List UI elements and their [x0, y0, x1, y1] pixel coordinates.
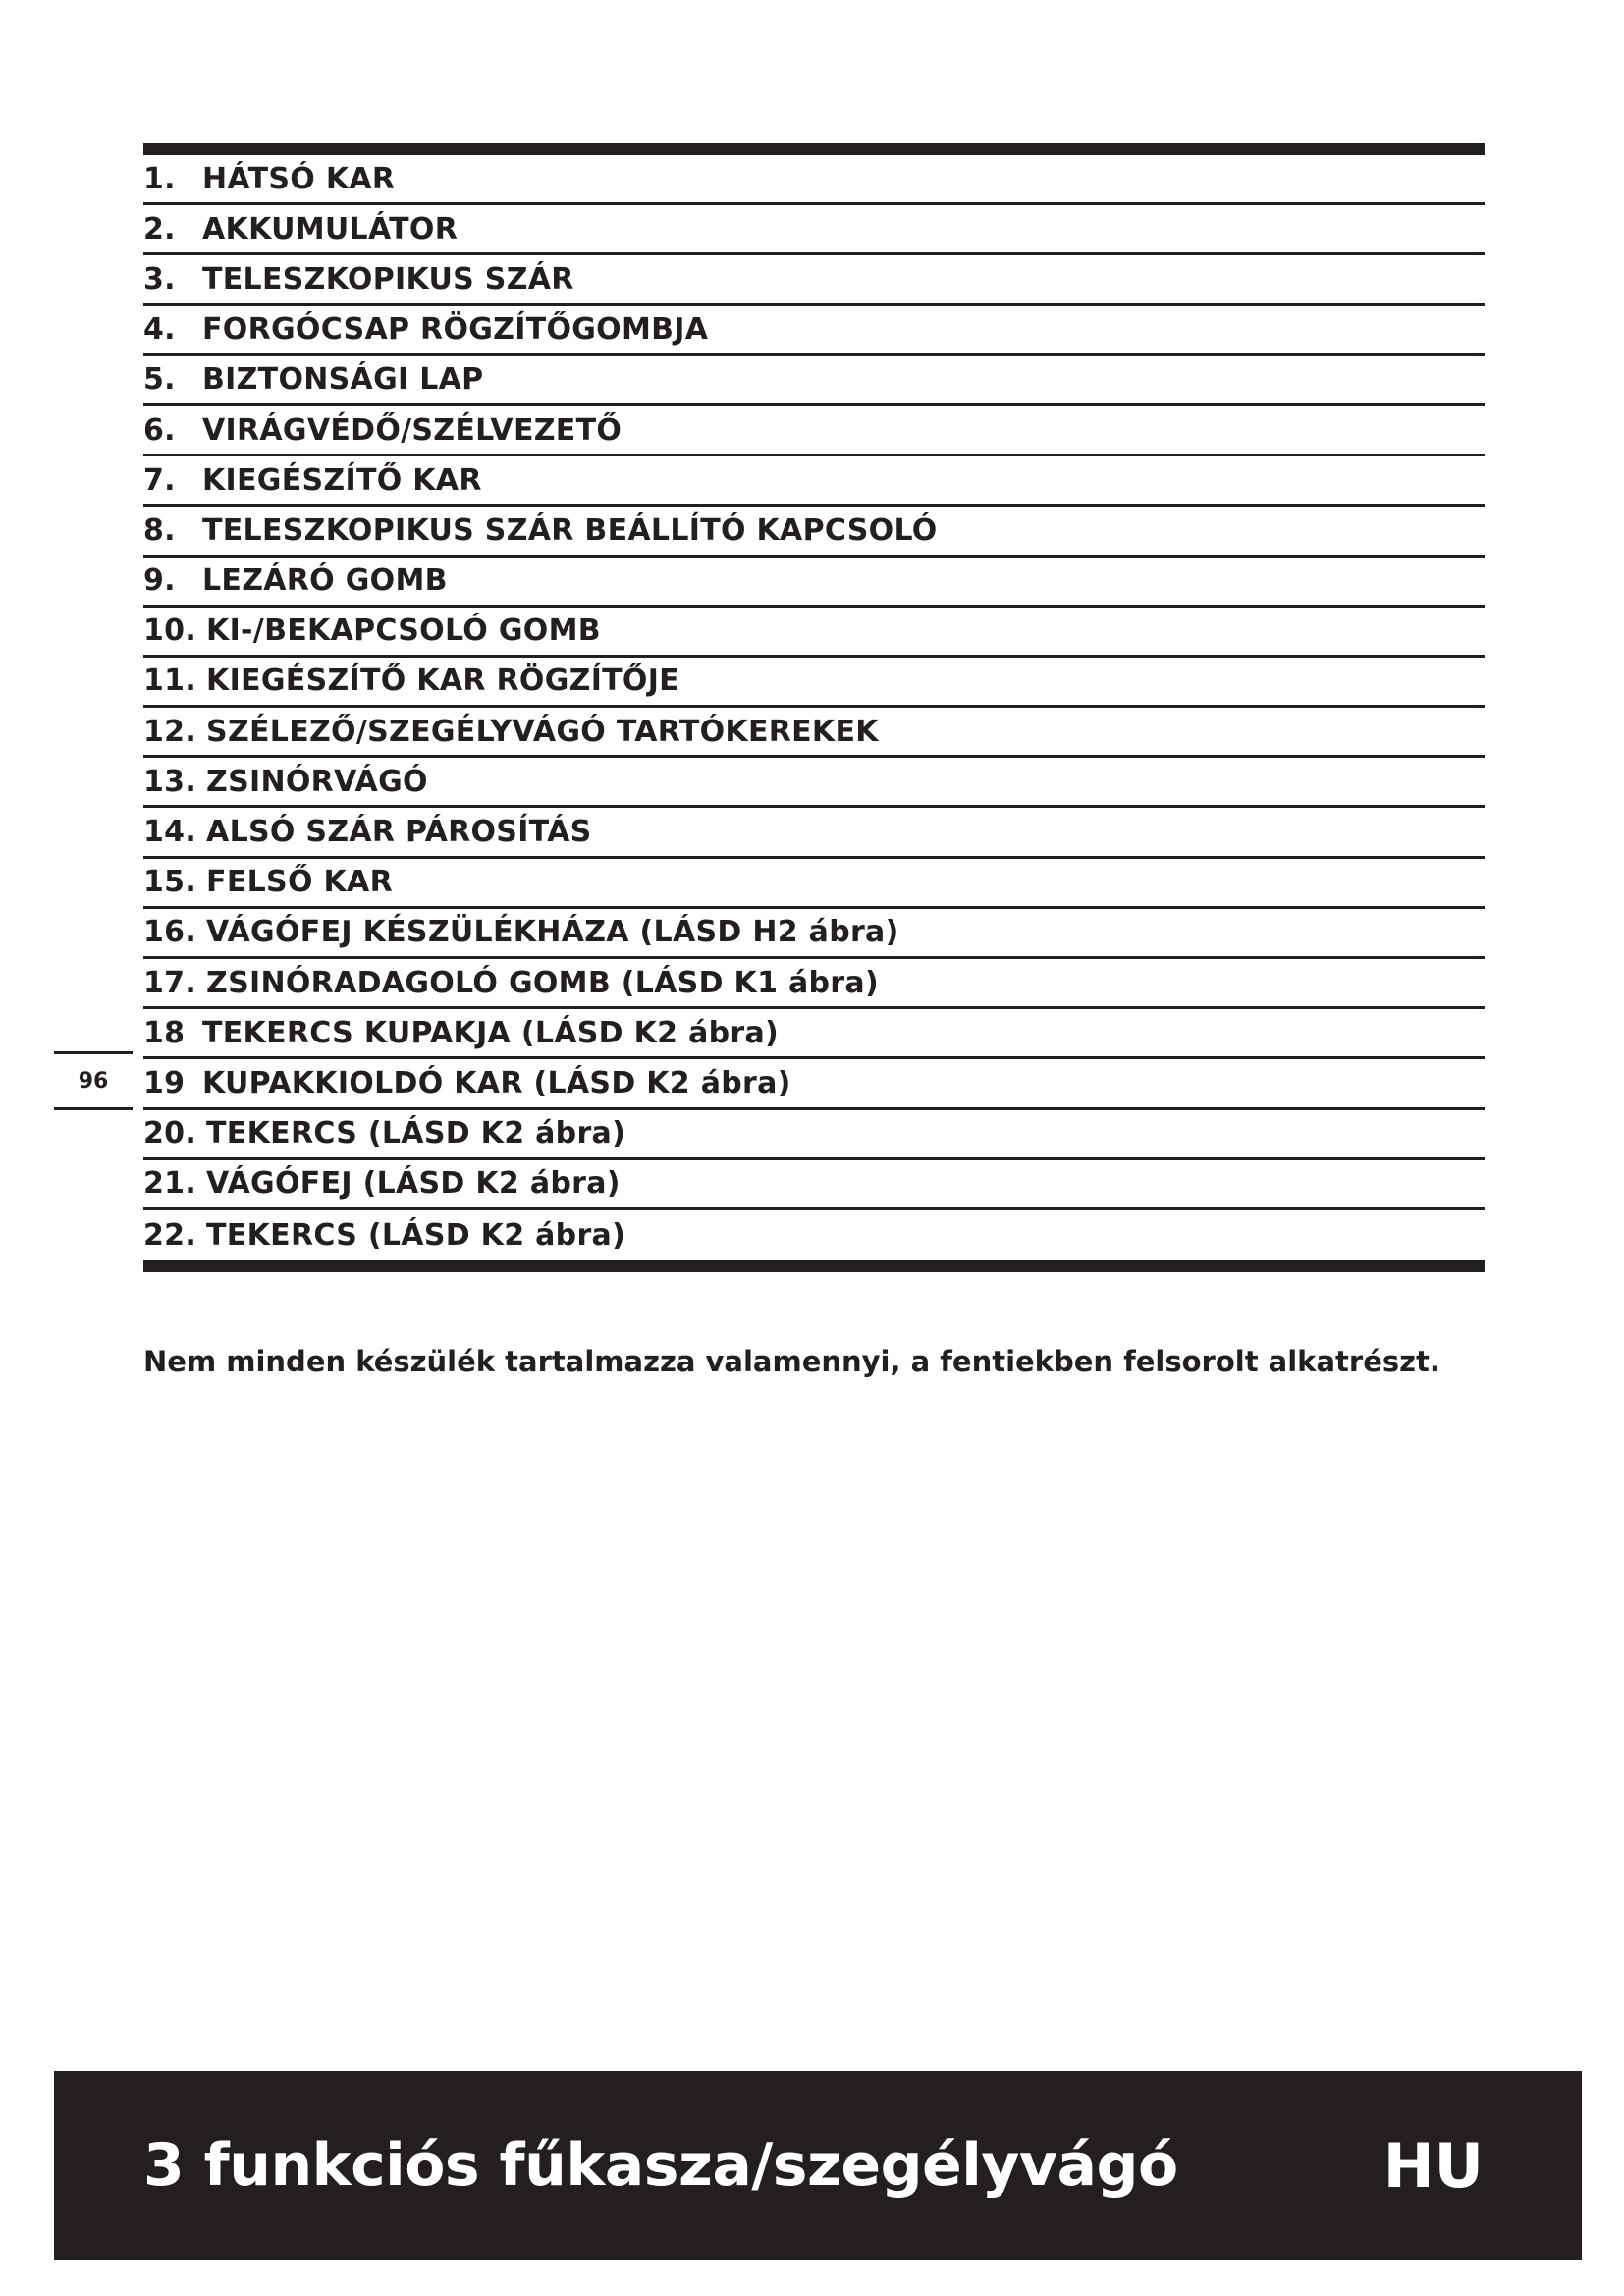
part-row-9	[143, 558, 1485, 608]
page-number	[54, 1051, 133, 1110]
part-row-17	[143, 959, 1485, 1009]
part-label: TELESZKOPIKUS SZÁR BEÁLLÍTÓ KAPCSOLÓ	[202, 512, 938, 548]
part-number: 18	[143, 1015, 186, 1050]
part-row-18	[143, 1009, 1485, 1059]
part-label: VÁGÓFEJ (LÁSD K2 ábra)	[206, 1166, 621, 1201]
part-row-21	[143, 1160, 1485, 1210]
part-number: 16.	[143, 915, 197, 950]
part-number: 22.	[143, 1218, 197, 1254]
part-row-16	[143, 909, 1485, 959]
part-label: ZSINÓRVÁGÓ	[206, 764, 428, 799]
part-number: 20.	[143, 1116, 197, 1151]
part-label: KIEGÉSZÍTŐ KAR RÖGZÍTŐJE	[206, 664, 679, 699]
part-label: FELSŐ KAR	[206, 865, 393, 900]
part-label: BIZTONSÁGI LAP	[202, 362, 484, 398]
part-number: 19	[143, 1065, 186, 1100]
part-row-6	[143, 406, 1485, 456]
part-row-5	[143, 356, 1485, 406]
part-label: ZSINÓRADAGOLÓ GOMB (LÁSD K1 ábra)	[206, 965, 879, 1000]
part-label: TEKERCS (LÁSD K2 ábra)	[206, 1116, 626, 1151]
part-label: AKKUMULÁTOR	[202, 211, 459, 246]
part-number: 9.	[143, 563, 176, 599]
part-row-11	[143, 658, 1485, 708]
part-number: 21.	[143, 1166, 197, 1201]
part-row-15	[143, 859, 1485, 909]
part-label: VÁGÓFEJ KÉSZÜLÉKHÁZA (LÁSD H2 ábra)	[206, 915, 899, 950]
part-label: VIRÁGVÉDŐ/SZÉLVEZETŐ	[202, 412, 623, 448]
footer-band	[54, 2071, 1582, 2260]
part-row-10	[143, 608, 1485, 658]
part-row-13	[143, 758, 1485, 808]
part-label: ALSÓ SZÁR PÁROSÍTÁS	[206, 815, 592, 850]
part-row-1	[143, 155, 1485, 205]
part-number: 14.	[143, 815, 197, 850]
part-number: 5.	[143, 362, 176, 398]
part-row-12	[143, 708, 1485, 758]
part-number: 12.	[143, 714, 197, 749]
part-row-14	[143, 808, 1485, 858]
part-row-22	[143, 1210, 1485, 1260]
part-number: 15.	[143, 865, 197, 900]
product-title: 3 funkciós fűkasza/szegélyvágó	[143, 2131, 1178, 2200]
part-number: 7.	[143, 462, 176, 498]
parts-list	[143, 143, 1485, 1272]
part-label: TEKERCS (LÁSD K2 ábra)	[206, 1218, 626, 1254]
part-row-4	[143, 306, 1485, 356]
language-code: HU	[1382, 2129, 1484, 2202]
part-row-3	[143, 255, 1485, 305]
part-label: LEZÁRÓ GOMB	[202, 563, 448, 599]
parts-note: Nem minden készülék tartalmazza valamennyi, a fentiekben felsorolt alkatrészt.	[143, 1345, 1440, 1378]
part-number: 4.	[143, 312, 176, 347]
page-number-text: 96	[78, 1068, 109, 1094]
part-row-8	[143, 507, 1485, 557]
part-row-2	[143, 205, 1485, 255]
part-label: HÁTSÓ KAR	[202, 161, 396, 196]
part-label: KIEGÉSZÍTŐ KAR	[202, 462, 482, 498]
part-label: TEKERCS KUPAKJA (LÁSD K2 ábra)	[202, 1015, 780, 1050]
part-row-20	[143, 1110, 1485, 1160]
part-number: 2.	[143, 211, 176, 246]
part-label: KUPAKKIOLDÓ KAR (LÁSD K2 ábra)	[202, 1065, 791, 1100]
part-number: 8.	[143, 512, 176, 548]
part-label: KI-/BEKAPCSOLÓ GOMB	[206, 614, 601, 649]
part-number: 6.	[143, 412, 176, 448]
part-number: 11.	[143, 664, 197, 699]
part-number: 3.	[143, 261, 176, 296]
part-number: 1.	[143, 161, 176, 196]
part-row-19	[143, 1059, 1485, 1109]
part-number: 10.	[143, 614, 197, 649]
part-row-7	[143, 456, 1485, 507]
part-label: FORGÓCSAP RÖGZÍTŐGOMBJA	[202, 312, 709, 347]
part-number: 13.	[143, 764, 197, 799]
part-number: 17.	[143, 965, 197, 1000]
part-label: TELESZKOPIKUS SZÁR	[202, 261, 574, 296]
part-label: SZÉLEZŐ/SZEGÉLYVÁGÓ TARTÓKEREKEK	[206, 714, 879, 749]
